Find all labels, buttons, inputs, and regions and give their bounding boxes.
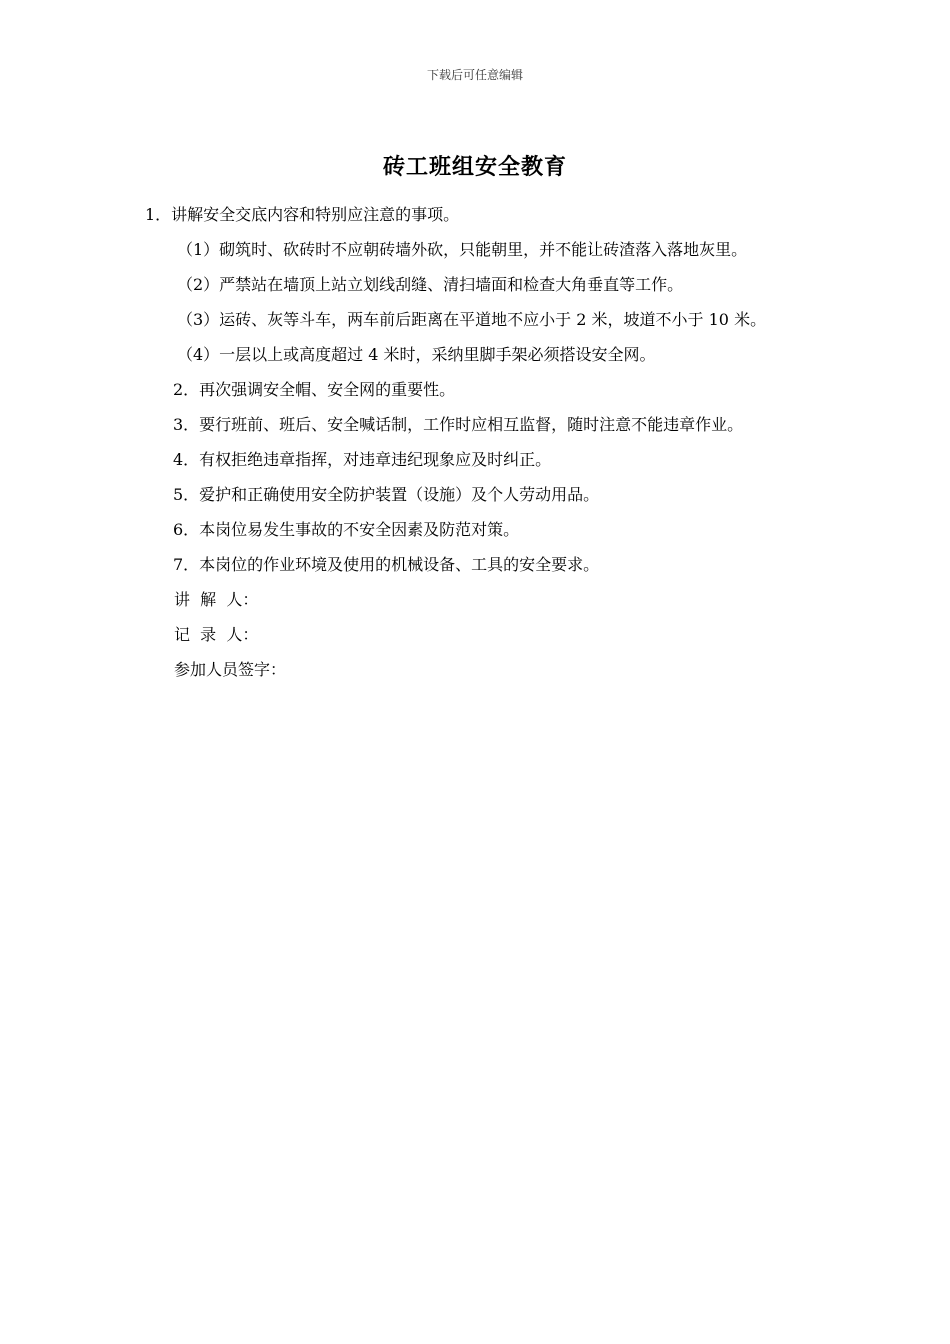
paragraph-subitem-4: （4）一层以上或高度超过 4 米时，采纳里脚手架必须搭设安全网。 bbox=[177, 345, 656, 364]
paragraph-item-6: 6．本岗位易发生事故的不安全因素及防范对策。 bbox=[173, 520, 520, 539]
paragraph-subitem-3: （3）运砖、灰等斗车，两车前后距离在平道地不应小于 2 米，坡道不小于 10 米。 bbox=[177, 310, 767, 329]
document-title: 砖工班组安全教育 bbox=[382, 155, 567, 180]
paragraph-item-7: 7．本岗位的作业环境及使用的机械设备、工具的安全要求。 bbox=[173, 555, 600, 574]
paragraph-item-3: 3．要行班前、班后、安全喊话制，工作时应相互监督，随时注意不能违章作业。 bbox=[173, 415, 744, 434]
document-body bbox=[145, 197, 810, 687]
lecturer-signature-label: 讲 解 人： bbox=[174, 590, 259, 609]
paragraph-subitem-2: （2）严禁站在墙顶上站立划线刮缝、清扫墙面和检查大角垂直等工作。 bbox=[177, 275, 684, 294]
page-header-note: 下载后可任意编辑 bbox=[426, 68, 523, 82]
paragraph-item-2: 2．再次强调安全帽、安全网的重要性。 bbox=[173, 380, 456, 399]
paragraph-item-5: 5．爱护和正确使用安全防护装置（设施）及个人劳动用品。 bbox=[173, 485, 600, 504]
participants-signature-label: 参加人员签字： bbox=[174, 660, 287, 679]
paragraph-item-4: 4．有权拒绝违章指挥，对违章违纪现象应及时纠正。 bbox=[173, 450, 552, 469]
paragraph-item-1: 1．讲解安全交底内容和特别应注意的事项。 bbox=[145, 205, 460, 224]
paragraph-subitem-1: （1）砌筑时、砍砖时不应朝砖墙外砍，只能朝里，并不能让砖渣落入落地灰里。 bbox=[177, 240, 748, 259]
recorder-signature-label: 记 录 人： bbox=[174, 625, 259, 644]
